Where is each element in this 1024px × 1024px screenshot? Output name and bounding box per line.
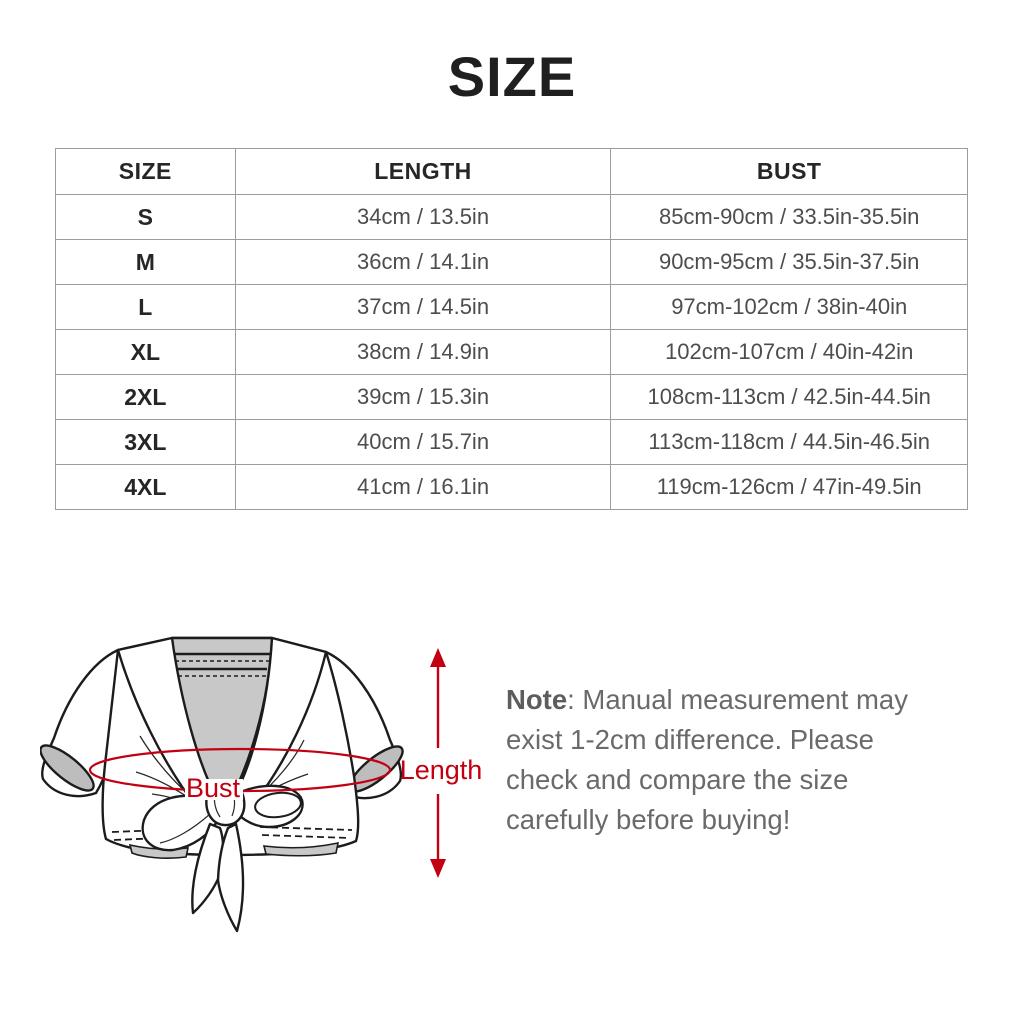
length-value: 37cm / 14.5in <box>235 285 611 330</box>
table-row <box>56 375 968 420</box>
table-header-row <box>56 149 968 195</box>
note-prefix: Note <box>506 684 568 715</box>
size-table <box>55 148 968 510</box>
length-value: 41cm / 16.1in <box>235 465 611 510</box>
length-value: 38cm / 14.9in <box>235 330 611 375</box>
length-value: 39cm / 15.3in <box>235 375 611 420</box>
size-value: S <box>56 195 236 240</box>
col-header-bust: BUST <box>611 149 968 195</box>
table-row <box>56 330 968 375</box>
bust-value: 113cm-118cm / 44.5in-46.5in <box>611 420 968 465</box>
bust-label: Bust <box>185 773 241 803</box>
size-value: L <box>56 285 236 330</box>
length-label: Length <box>399 755 483 785</box>
table-row <box>56 285 968 330</box>
note-text <box>506 680 938 840</box>
size-value: XL <box>56 330 236 375</box>
table-row <box>56 420 968 465</box>
bust-value: 119cm-126cm / 47in-49.5in <box>611 465 968 510</box>
table-row <box>56 240 968 285</box>
size-value: 3XL <box>56 420 236 465</box>
length-value: 40cm / 15.7in <box>235 420 611 465</box>
length-value: 34cm / 13.5in <box>235 195 611 240</box>
size-value: 4XL <box>56 465 236 510</box>
bust-value: 108cm-113cm / 42.5in-44.5in <box>611 375 968 420</box>
page-title: SIZE <box>447 45 577 108</box>
bust-value: 97cm-102cm / 38in-40in <box>611 285 968 330</box>
size-value: M <box>56 240 236 285</box>
col-header-size: SIZE <box>56 149 236 195</box>
bust-value: 102cm-107cm / 40in-42in <box>611 330 968 375</box>
table-row <box>56 195 968 240</box>
bust-value: 90cm-95cm / 35.5in-37.5in <box>611 240 968 285</box>
col-header-length: LENGTH <box>235 149 611 195</box>
bust-value: 85cm-90cm / 33.5in-35.5in <box>611 195 968 240</box>
note-body: : Manual measurement may exist 1-2cm difference. Please check and compare the size carefully before buying! <box>506 684 908 835</box>
garment-illustration <box>40 598 500 943</box>
length-value: 36cm / 14.1in <box>235 240 611 285</box>
size-value: 2XL <box>56 375 236 420</box>
table-row <box>56 465 968 510</box>
